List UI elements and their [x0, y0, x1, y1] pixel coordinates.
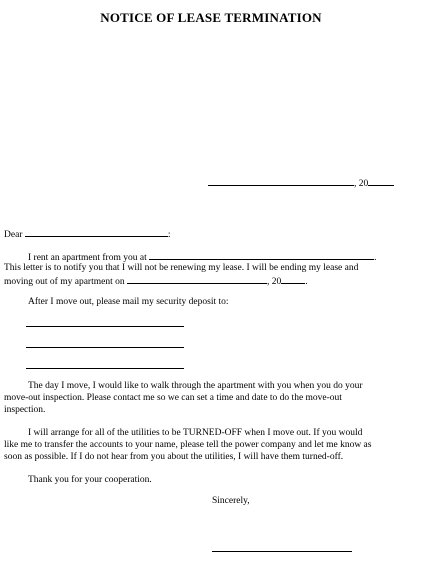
para3-line1: The day I move, I would like to walk through the apartment with you when you do your — [28, 381, 363, 391]
salutation-colon: : — [167, 230, 171, 240]
salutation-line — [4, 227, 170, 241]
moveout-date-blank[interactable] — [127, 274, 267, 284]
address-line-3[interactable] — [26, 368, 184, 369]
salutation: Dear — [4, 230, 23, 240]
date-line — [208, 176, 394, 190]
para2: After I move out, please mail my security deposit to: — [28, 297, 229, 307]
landlord-name-blank[interactable] — [25, 227, 168, 237]
closing: Sincerely, — [212, 496, 250, 506]
moveout-text: moving out of my apartment on — [4, 277, 125, 287]
apartment-address-blank[interactable] — [149, 250, 374, 260]
para1-line2: This letter is to notify you that I will not be renewing my lease. I will be ending my lease and — [4, 263, 359, 273]
para3-line2: move-out inspection. Please contact me so we can set a time and date to do the move-out — [4, 393, 342, 403]
date-month-day-blank[interactable] — [208, 176, 322, 186]
para4-line2: like me to transfer the accounts to your name, please tell the power company and let me know as — [4, 440, 372, 450]
date-day-blank[interactable] — [322, 176, 354, 186]
address-line-2[interactable] — [26, 347, 184, 348]
para4-line1: I will arrange for all of the utilities to be TURNED-OFF when I move out. If you would — [28, 428, 363, 438]
para3-line3: inspection. — [4, 405, 46, 415]
moveout-year-blank[interactable] — [281, 274, 305, 284]
date-year-prefix: , 20 — [354, 179, 369, 189]
moveout-period: . — [305, 277, 308, 287]
signature-line[interactable] — [212, 551, 352, 552]
date-year-blank[interactable] — [368, 176, 394, 186]
para1-text: I rent an apartment from you at — [28, 253, 147, 263]
address-line-1[interactable] — [26, 326, 184, 327]
para4-line3: soon as possible. If I do not hear from you about the utilities, I will have them turned-off. — [4, 452, 344, 462]
para1-line3 — [4, 274, 308, 288]
moveout-year-prefix: , 20 — [266, 277, 282, 287]
para1-period: . — [374, 253, 377, 263]
document-title: NOTICE OF LEASE TERMINATION — [100, 10, 322, 25]
para5: Thank you for your cooperation. — [28, 475, 152, 485]
